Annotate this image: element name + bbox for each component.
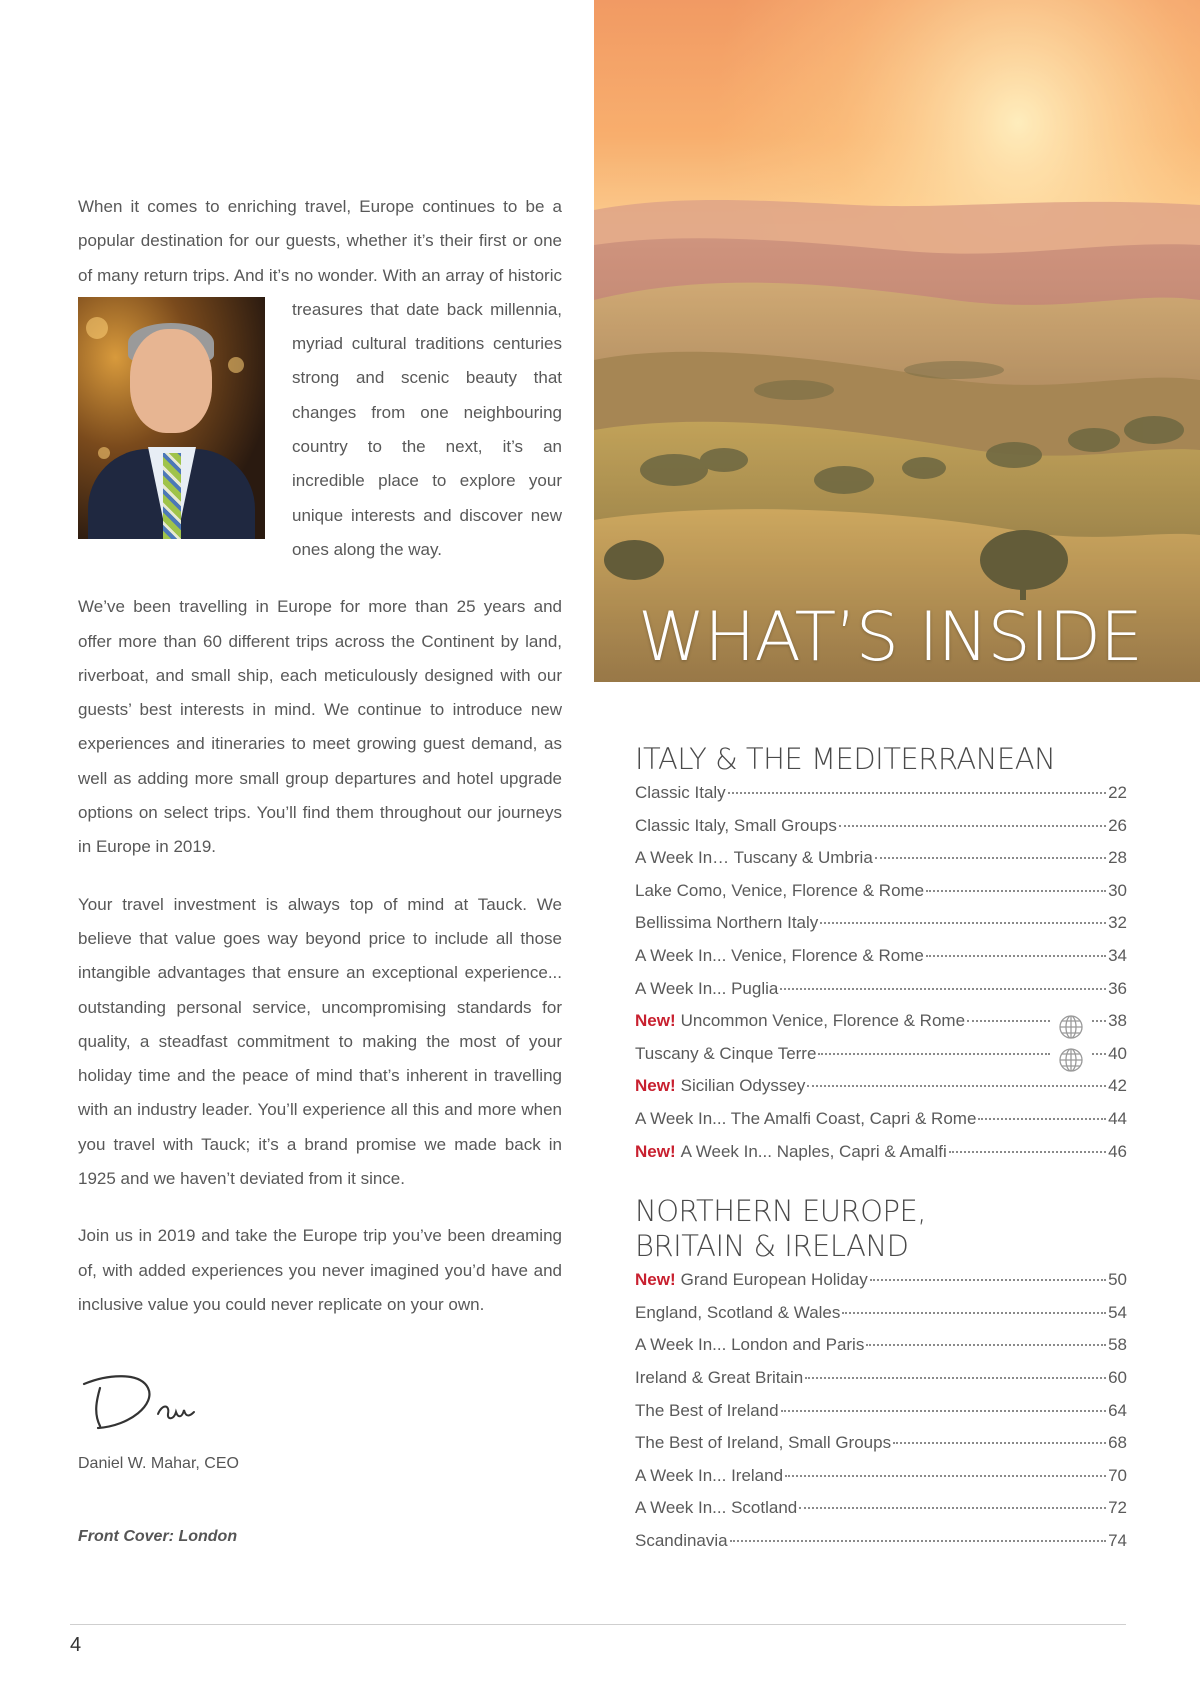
dot-leader <box>866 1344 1106 1346</box>
dot-leader <box>781 1410 1106 1412</box>
toc-item[interactable] <box>635 1270 1127 1303</box>
toc-item-page: 70 <box>1108 1465 1127 1485</box>
toc-item-title: Classic Italy, Small Groups <box>635 815 837 835</box>
toc-item-page: 30 <box>1108 880 1127 900</box>
toc-section-heading-line: BRITAIN & IRELAND <box>635 1229 909 1264</box>
landscape-illustration <box>594 0 1200 682</box>
dot-leader <box>820 922 1106 924</box>
toc-item[interactable] <box>635 1498 1127 1531</box>
signer-name: Daniel W. Mahar, CEO <box>78 1455 239 1472</box>
toc-item-page: 42 <box>1108 1076 1127 1096</box>
toc-item-title: England, Scotland & Wales <box>635 1302 841 1322</box>
toc-item[interactable] <box>635 1433 1127 1466</box>
dot-leader <box>893 1442 1106 1444</box>
toc-item-page: 50 <box>1108 1270 1127 1290</box>
toc-item[interactable] <box>635 881 1127 914</box>
toc-item-page: 38 <box>1108 1011 1127 1031</box>
toc-item[interactable] <box>635 1368 1127 1401</box>
intro-paragraph-1-rest: of historic treasures that date back millennia, myriad cultural traditions centuries strong and scenic beauty that changes from one neighbouring country to the next, it’s an incredible place to explore your unique interests and discover new ones along the way. <box>292 265 562 559</box>
dot-leader <box>805 1377 1106 1379</box>
toc-item-page: 40 <box>1108 1043 1127 1063</box>
toc-item[interactable] <box>635 1466 1127 1499</box>
dot-leader <box>818 1053 1050 1055</box>
globe-icon <box>1058 1047 1084 1073</box>
toc-item-title: A Week In... Ireland <box>635 1465 784 1485</box>
toc-list <box>635 783 1127 1174</box>
new-badge: New! <box>635 1076 676 1096</box>
toc-item[interactable] <box>635 1011 1127 1044</box>
intro-paragraph-3: Your travel investment is always top of mind at Tauck. We believe that value goes way beyond price to include all those intangible advantages that ensure an exceptional experience... outstanding personal service, uncompromising standards for quality, a steadfast commitment to making the most of your holiday time and the peace of mind that’s inherent in travelling with an industry leader. You’ll experience all this and more when you travel with Tauck; it’s a brand promise we made back in 1925 and we haven’t deviated from it since. <box>78 894 562 1189</box>
toc-item-page: 28 <box>1108 848 1127 868</box>
toc-item-page: 72 <box>1108 1498 1127 1518</box>
dot-leader <box>780 988 1106 990</box>
toc-item[interactable] <box>635 1142 1127 1175</box>
toc-section-heading <box>635 1194 1127 1264</box>
intro-paragraph-1 <box>78 190 562 567</box>
dot-leader <box>926 955 1106 957</box>
toc-item-title: A Week In... Puglia <box>635 978 779 998</box>
toc-item-title: Tuscany & Cinque Terre <box>635 1043 817 1063</box>
table-of-contents <box>635 742 1127 1563</box>
intro-paragraph-1-lead: When it comes to enriching travel, Europe continues to be a popular destination for our guests, whether it’s their first or one of many return trips. And it’s no wonder. With an array <box>78 197 562 285</box>
toc-item[interactable] <box>635 1531 1127 1564</box>
toc-section <box>635 1194 1127 1563</box>
dot-leader <box>926 890 1106 892</box>
toc-item-page: 26 <box>1108 815 1127 835</box>
toc-item-title: Bellissima Northern Italy <box>635 913 819 933</box>
toc-item-title: Scandinavia <box>635 1530 728 1550</box>
toc-item-page: 64 <box>1108 1400 1127 1420</box>
dot-leader <box>870 1279 1106 1281</box>
toc-item-title: Lake Como, Venice, Florence & Rome <box>635 880 925 900</box>
toc-item[interactable] <box>635 1303 1127 1336</box>
toc-item-page: 58 <box>1108 1335 1127 1355</box>
signature-image <box>78 1370 198 1436</box>
toc-item-page: 54 <box>1108 1302 1127 1322</box>
toc-item[interactable] <box>635 946 1127 979</box>
toc-item[interactable] <box>635 913 1127 946</box>
toc-item-title: A Week In... Scotland <box>635 1498 798 1518</box>
dot-leader <box>875 857 1106 859</box>
toc-item-title: Classic Italy <box>635 783 726 802</box>
page-number: 4 <box>70 1634 82 1656</box>
toc-item-page: 36 <box>1108 978 1127 998</box>
toc-item-page: 32 <box>1108 913 1127 933</box>
dot-leader <box>728 792 1106 794</box>
toc-item[interactable] <box>635 783 1127 816</box>
footer-divider <box>70 1624 1126 1625</box>
toc-item-page: 74 <box>1108 1530 1127 1550</box>
toc-item[interactable] <box>635 1401 1127 1434</box>
toc-item-page: 22 <box>1108 783 1127 802</box>
toc-item[interactable] <box>635 848 1127 881</box>
dot-leader <box>1092 1020 1106 1022</box>
toc-item-page: 34 <box>1108 945 1127 965</box>
toc-item[interactable] <box>635 1109 1127 1142</box>
toc-item[interactable] <box>635 1044 1127 1077</box>
toc-item[interactable] <box>635 1335 1127 1368</box>
new-badge: New! <box>635 1141 676 1161</box>
signature-block <box>78 1370 239 1473</box>
toc-item-page: 60 <box>1108 1367 1127 1387</box>
toc-item-title: A Week In... Naples, Capri & Amalfi <box>680 1141 947 1161</box>
toc-item-title: A Week In... Venice, Florence & Rome <box>635 945 924 965</box>
toc-section-heading <box>635 742 1127 777</box>
intro-letter <box>78 190 562 1322</box>
toc-item-title: The Best of Ireland, Small Groups <box>635 1433 892 1453</box>
toc-section-heading-line: ITALY & THE MEDITERRANEAN <box>635 742 1056 776</box>
new-badge: New! <box>635 1270 676 1290</box>
toc-item-title: Uncommon Venice, Florence & Rome <box>680 1011 966 1031</box>
toc-item-title: A Week In... The Amalfi Coast, Capri & Rome <box>635 1108 977 1128</box>
dot-leader <box>839 825 1106 827</box>
dot-leader <box>785 1475 1106 1477</box>
toc-item-title: A Week In... London and Paris <box>635 1335 865 1355</box>
toc-item-title: A Week In… Tuscany & Umbria <box>635 848 873 868</box>
front-cover-note: Front Cover: London <box>78 1528 238 1545</box>
whats-inside-title: WHAT’S INSIDE <box>638 598 1143 677</box>
toc-section <box>635 742 1127 1174</box>
intro-paragraph-4: Join us in 2019 and take the Europe trip you’ve been dreaming of, with added experiences you never imagined you’d have and inclusive value you could never replicate on your own. <box>78 1226 562 1314</box>
toc-item-page: 44 <box>1108 1108 1127 1128</box>
toc-item[interactable] <box>635 816 1127 849</box>
dot-leader <box>807 1085 1106 1087</box>
dot-leader <box>730 1540 1106 1542</box>
intro-paragraph-2: We’ve been travelling in Europe for more than 25 years and offer more than 60 different trips across the Continent by land, riverboat, and small ship, each meticulously designed with our guests’ best interests in mind. We continue to introduce new experiences and itineraries to meet growing guest demand, as well as adding more small group departures and hotel upgrade options on select trips. You’ll find them throughout our journeys in Europe in 2019. <box>78 597 562 857</box>
toc-section-heading-line: NORTHERN EUROPE, <box>635 1194 927 1229</box>
new-badge: New! <box>635 1011 676 1031</box>
dot-leader <box>978 1118 1106 1120</box>
dot-leader <box>842 1312 1106 1314</box>
toc-item[interactable] <box>635 1076 1127 1109</box>
toc-item-page: 68 <box>1108 1433 1127 1453</box>
toc-item-title: Ireland & Great Britain <box>635 1367 804 1387</box>
dot-leader <box>967 1020 1050 1022</box>
globe-icon <box>1058 1014 1084 1040</box>
dot-leader <box>1092 1053 1106 1055</box>
toc-item-page: 46 <box>1108 1141 1127 1161</box>
toc-item-title: The Best of Ireland <box>635 1400 779 1420</box>
ceo-portrait-photo <box>78 297 265 539</box>
dot-leader <box>799 1507 1106 1509</box>
toc-item-title: Sicilian Odyssey <box>680 1076 806 1096</box>
hero-landscape-image <box>594 0 1200 682</box>
toc-item[interactable] <box>635 979 1127 1012</box>
dot-leader <box>949 1151 1106 1153</box>
toc-list <box>635 1270 1127 1563</box>
toc-item-title: Grand European Holiday <box>680 1270 868 1290</box>
